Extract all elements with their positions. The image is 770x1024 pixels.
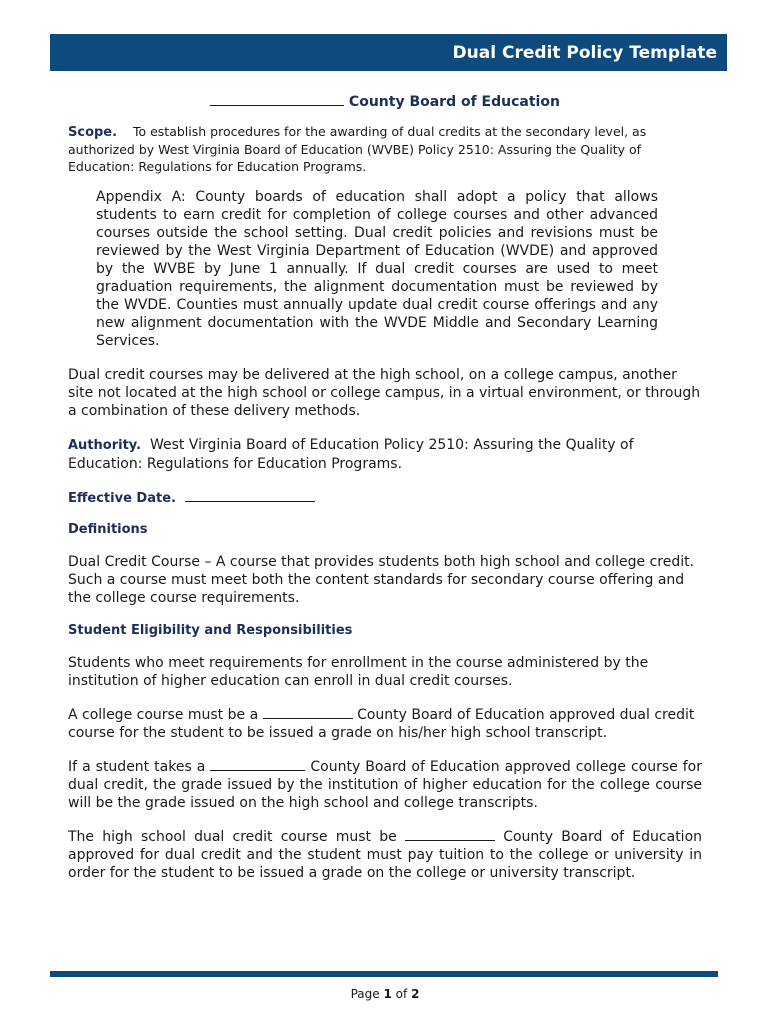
current-page-number: 1 (383, 987, 392, 1001)
page-footer (0, 987, 770, 1001)
scope-paragraph (68, 123, 702, 175)
effective-date-blank[interactable] (185, 489, 315, 502)
page-word: Page (350, 987, 380, 1001)
total-page-count: 2 (411, 987, 420, 1001)
scope-label: Scope. (68, 125, 118, 140)
student-takes-paragraph (68, 758, 702, 812)
college-course-paragraph (68, 706, 702, 742)
college-course-text-post: County Board of Education approved dual credit course for the student to be issued a grade on his/her high school transcript. (68, 707, 695, 741)
high-school-text-pre: The high school dual credit course must be (68, 829, 397, 845)
county-name-blank[interactable] (210, 93, 344, 106)
high-school-text-post: County Board of Education approved for dual credit and the student must pay tuition to the college or university in order for the student to be issued a grade on the college or university transcript. (68, 829, 703, 881)
high-school-blank[interactable] (405, 828, 495, 841)
high-school-course-paragraph (68, 828, 702, 882)
authority-text: West Virginia Board of Education Policy 2510: Assuring the Quality of Education: Regulations for Education Programs. (68, 437, 634, 472)
eligibility-heading: Student Eligibility and Responsibilities (68, 623, 353, 638)
of-word: of (395, 987, 408, 1001)
document-body (68, 93, 702, 898)
college-course-blank[interactable] (263, 706, 353, 719)
student-takes-text-post: County Board of Education approved college course for dual credit, the grade issued by the institution of higher education for the college course will be the grade issued on the high school and college transcripts. (68, 759, 703, 811)
subtitle-text: County Board of Education (348, 94, 560, 110)
appendix-paragraph: Appendix A: County boards of education shall adopt a policy that allows students to earn credit for completion of college courses and other advanced courses outside the school setting. Dual credit policies and revisions must be reviewed by the West Virginia Department of Education (WVDE) and approved by the WVBE by June 1 annually. If dual credit courses are used to meet graduation requirements, the alignment documentation must be reviewed by the WVDE. Counties must annually update dual credit course offerings and any new alignment documentation with the WVDE Middle and Secondary Learning Services. (96, 189, 658, 349)
student-takes-blank[interactable] (210, 758, 305, 771)
eligibility-paragraph: Students who meet requirements for enrollment in the course administered by the institution of higher education can enroll in dual credit courses. (68, 655, 649, 689)
effective-date-label: Effective Date. (68, 491, 176, 506)
delivery-paragraph: Dual credit courses may be delivered at the high school, on a college campus, another site not located at the high school or college campus, in a virtual environment, or through a combination of these delivery methods. (68, 367, 701, 419)
effective-date-row (68, 489, 702, 506)
footer-rule (50, 971, 718, 977)
definitions-heading: Definitions (68, 522, 148, 537)
college-course-text-pre: A college course must be a (68, 707, 259, 723)
student-takes-text-pre: If a student takes a (68, 759, 206, 775)
scope-text: To establish procedures for the awarding of dual credits at the secondary level, as authorized by West Virginia Board of Education (WVBE) Policy 2510: Assuring the Quality of Education: Regulations for Education Programs. (68, 124, 647, 174)
authority-label: Authority. (68, 438, 142, 453)
subtitle (68, 93, 702, 110)
definition-paragraph: Dual Credit Course – A course that provides students both high school and college credit. Such a course must meet both the content standards for secondary course offering and the college course requirements. (68, 554, 695, 606)
header-bar (50, 34, 727, 71)
document-title: Dual Credit Policy Template (452, 42, 717, 63)
authority-paragraph (68, 436, 702, 473)
